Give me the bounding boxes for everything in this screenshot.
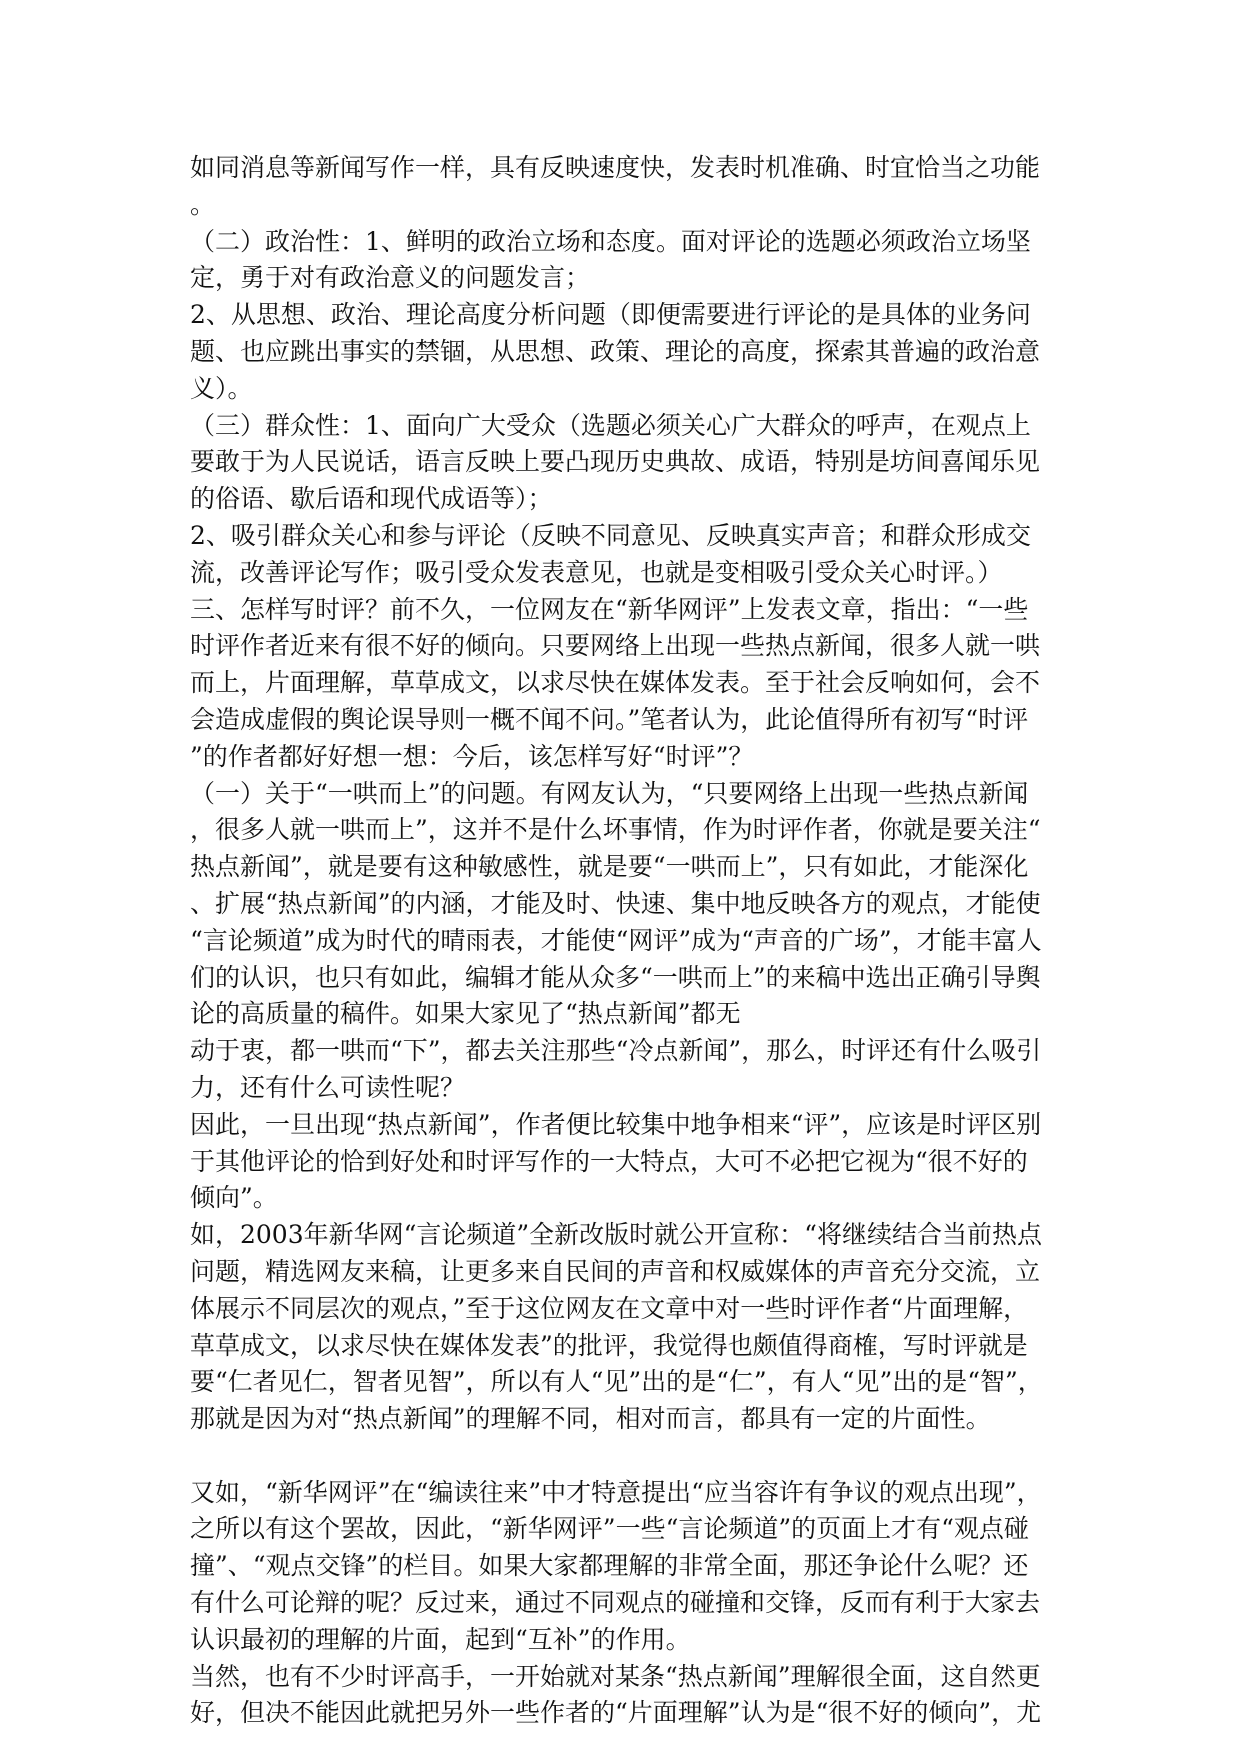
text-line: 又如，“新华网评”在“编读往来”中才特意提出“应当容许有争议的观点出现”， — [190, 1477, 1042, 1507]
text-line: 撞”、“观点交锋”的栏目。如果大家都理解的非常全面，那还争论什么呢？还 — [190, 1551, 1029, 1581]
text-line: 如，2003年新华网“言论频道”全新改版时就公开宣称：“将继续结合当前热点 — [190, 1220, 1042, 1250]
text-line: 会造成虚假的舆论误导则一概不闻不问。”笔者认为，此论值得所有初写“时评 — [190, 704, 1029, 734]
text-line: 草草成文，以求尽快在媒体发表”的批评，我觉得也颇值得商榷，写时评就是 — [190, 1330, 1028, 1360]
text-line: 流，改善评论写作；吸引受众发表意见，也就是变相吸引受众关心时评。） — [190, 557, 1003, 587]
text-line: 力，还有什么可读性呢？ — [190, 1072, 466, 1102]
text-line: 、扩展“热点新闻”的内涵，才能及时、快速、集中地反映各方的观点，才能使 — [190, 888, 1041, 918]
text-line: 因此，一旦出现“热点新闻”，作者便比较集中地争相来“评”，应该是时评区别 — [190, 1109, 1042, 1139]
text-line: 要“仁者见仁，智者见智”，所以有人“见”出的是“仁”，有人“见”出的是“智”， — [190, 1367, 1043, 1397]
text-line: 。 — [190, 189, 216, 219]
text-line: 要敢于为人民说话，语言反映上要凸现历史典故、成语，特别是坊间喜闻乐见 — [190, 447, 1041, 477]
text-line: “言论频道”成为时代的晴雨表，才能使“网评”成为“声音的广场”，才能丰富人 — [190, 925, 1042, 955]
text-line: 题、也应跳出事实的禁锢，从思想、政策、理论的高度，探索其普遍的政治意 — [190, 336, 1041, 366]
text-line: 们的认识，也只有如此，编辑才能从众多“一哄而上”的来稿中选出正确引导舆 — [190, 962, 1041, 992]
text-line: 有什么可论辩的呢？反过来，通过不同观点的碰撞和交锋，反而有利于大家去 — [190, 1588, 1041, 1618]
text-line: ”的作者都好好想一想：今后，该怎样写好“时评”？ — [190, 741, 754, 771]
text-line: ，很多人就一哄而上”，这并不是什么坏事情，作为时评作者，你就是要关注“ — [190, 815, 1041, 845]
text-line: 当然，也有不少时评高手，一开始就对某条“热点新闻”理解很全面，这自然更 — [190, 1661, 1041, 1691]
text-line: 于其他评论的恰到好处和时评写作的一大特点，大可不必把它视为“很不好的 — [190, 1146, 1028, 1176]
text-line: 定，勇于对有政治意义的问题发言； — [190, 263, 591, 293]
text-line: 问题，精选网友来稿，让更多来自民间的声音和权威媒体的声音充分交流，立 — [190, 1256, 1041, 1286]
text-line: 的俗语、歇后语和现代成语等）； — [190, 484, 553, 514]
text-line: 时评作者近来有很不好的倾向。只要网络上出现一些热点新闻，很多人就一哄 — [190, 631, 1041, 661]
text-line: 义）。 — [190, 373, 253, 403]
text-line: 好，但决不能因此就把另外一些作者的“片面理解”认为是“很不好的倾向”，尤 — [190, 1698, 1042, 1728]
text-line: 认识最初的理解的片面，起到“互补”的作用。 — [190, 1624, 691, 1654]
text-line: 动于衷，都一哄而“下”，都去关注那些“冷点新闻”，那么，时评还有什么吸引 — [190, 1036, 1042, 1066]
paragraph-gap — [190, 1438, 1050, 1475]
text-line: 那就是因为对“热点新闻”的理解不同，相对而言，都具有一定的片面性。 — [190, 1404, 991, 1434]
text-line: 之所以有这个罢故，因此，“新华网评”一些“言论频道”的页面上才有“观点碰 — [190, 1514, 1029, 1544]
text-line: 倾向”。 — [190, 1183, 278, 1213]
text-line: 2、吸引群众关心和参与评论（反映不同意见、反映真实声音；和群众形成交 — [190, 520, 1031, 550]
text-line: （一）关于“一哄而上”的问题。有网友认为，“只要网络上出现一些热点新闻 — [190, 778, 1029, 808]
text-line: 体展示不同层次的观点，”至于这位网友在文章中对一些时评作者“片面理解， — [190, 1293, 1029, 1323]
text-line: 而上，片面理解，草草成文，以求尽快在媒体发表。至于社会反响如何，会不 — [190, 668, 1041, 698]
text-line: 如同消息等新闻写作一样，具有反映速度快，发表时机准确、时宜恰当之功能 — [190, 153, 1041, 182]
text-line: 论的高质量的稿件。如果大家见了“热点新闻”都无 — [190, 999, 741, 1029]
text-line: （三）群众性：1、面向广大受众（选题必须关心广大群众的呼声，在观点上 — [190, 410, 1031, 440]
text-line: 三、怎样写时评？前不久，一位网友在“新华网评”上发表文章，指出：“一些 — [190, 594, 1029, 624]
text-line: （二）政治性：1、鲜明的政治立场和态度。面对评论的选题必须政治立场坚 — [190, 226, 1031, 256]
text-line: 热点新闻”，就是要有这种敏感性，就是要“一哄而上”，只有如此，才能深化 — [190, 852, 1029, 882]
text-line: 2、从思想、政治、理论高度分析问题（即便需要进行评论的是具体的业务问 — [190, 300, 1031, 330]
document-body — [190, 150, 1050, 1732]
